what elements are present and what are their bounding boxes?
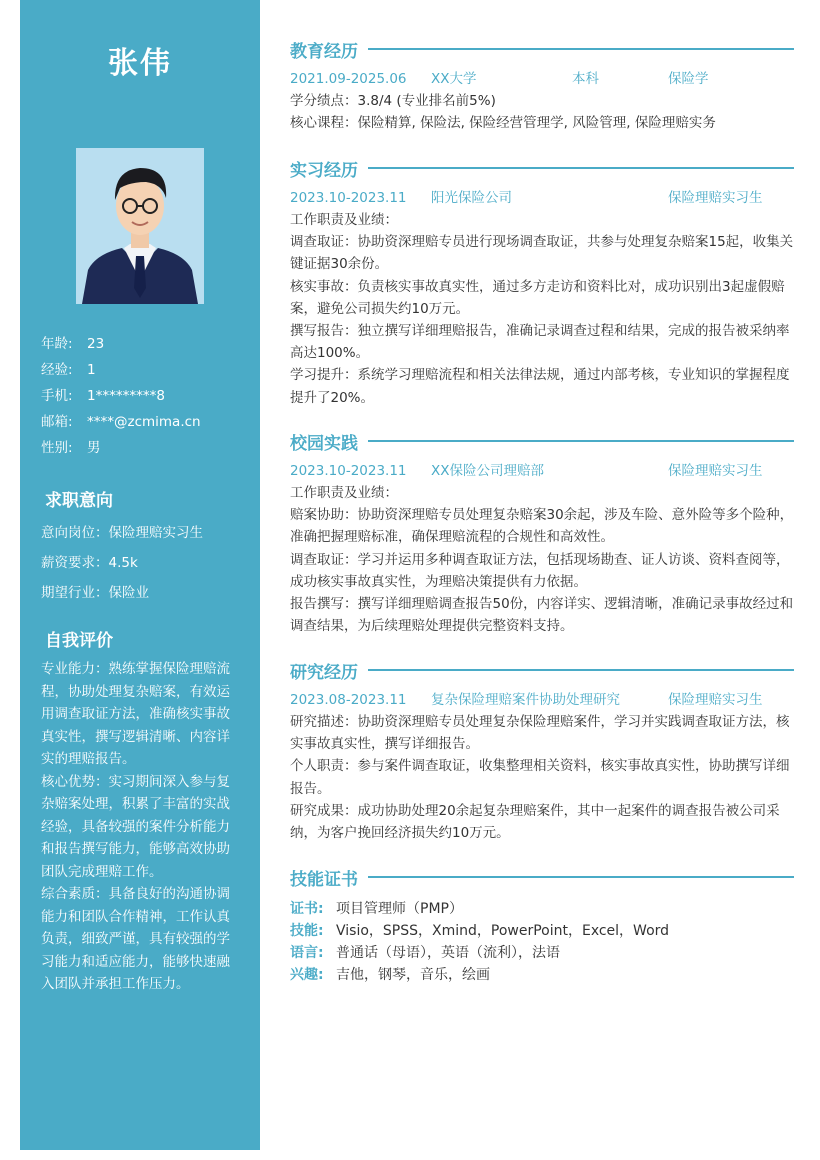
skill-row: 技能: Visio，SPSS，Xmind，PowerPoint，Excel，Word [290, 923, 670, 939]
intent-item: 意向岗位：保险理赔实习生 [41, 525, 203, 541]
info-row: 年龄: 23 [41, 336, 105, 352]
self-eval-para: 核心优势：实习期间深入参与复杂赔案处理，积累了丰富的实战经验，具备较强的案件分析能力和报告撰写能力，能够高效协助团队完成理赔工作。 [41, 773, 230, 880]
self-evaluation [41, 658, 241, 996]
campus-meta: 2023.10-2023.11 XX保险公司理赔部 保险理赔实习生 [290, 463, 763, 479]
research-section [290, 657, 794, 844]
info-row: 经验: 1 [41, 362, 96, 378]
internship-meta: 2023.10-2023.11 阳光保险公司 保险理赔实习生 [290, 190, 763, 206]
intent-item: 薪资要求：4.5k [41, 555, 138, 571]
basic-info [41, 334, 201, 464]
internship-details: 工作职责及业绩： 调查取证：协助资深理赔专员进行现场调查取证，共参与处理复杂赔案15起，收集关键证据30余份。 核实事故：负责核实事故真实性，通过多方走访和资料比对，成功识别出3起虚假赔案，避免公司损失约10万元。 撰写报告：独立撰写详细理赔报告，准确记录调查过程和结果，完成的报告被采纳率高达100%。 学习提升：系统学习理赔流程和相关法律法规，通过内部考核，专业知识的掌握程度提升了20%。 [290, 212, 794, 406]
job-intent [41, 522, 203, 612]
section-divider [368, 876, 794, 878]
skill-row: 兴趣: 吉他，钢琴，音乐，绘画 [290, 967, 490, 983]
candidate-name: 张伟 [108, 46, 172, 81]
section-divider [368, 440, 794, 442]
sidebar [20, 0, 260, 1150]
skill-row: 语言: 普通话（母语），英语（流利），法语 [290, 945, 560, 961]
skills-section [290, 864, 794, 986]
skills-list [290, 898, 794, 986]
section-title: 教育经历 [290, 41, 358, 62]
education-details: 学分绩点：3.8/4 (专业排名前5%) 核心课程：保险精算, 保险法, 保险经营管理学, 风险管理, 保险理赔实务 [290, 93, 716, 132]
research-meta: 2023.08-2023.11 复杂保险理赔案件协助处理研究 保险理赔实习生 [290, 692, 763, 708]
section-title: 校园实践 [290, 433, 358, 454]
education-meta: 2021.09-2025.06 XX大学 本科 保险学 [290, 71, 709, 87]
education-section [290, 36, 794, 134]
campus-section [290, 428, 794, 637]
section-title: 实习经历 [290, 160, 358, 181]
info-row: 性别: 男 [41, 440, 101, 456]
self-eval-para: 综合素质：具备良好的沟通协调能力和团队合作精神，工作认真负责，细致严谨，具有较强的学习能力和适应能力，能够快速融入团队并承担工作压力。 [41, 886, 230, 992]
section-divider [368, 48, 794, 50]
skill-row: 证书: 项目管理师（PMP） [290, 901, 463, 917]
research-details: 研究描述：协助资深理赔专员处理复杂保险理赔案件，学习并实践调查取证方法，核实事故真实性，撰写详细报告。 个人职责：参与案件调查取证，收集整理相关资料，核实事故真实性，协助撰写详细报告。 研究成果：成功协助处理20余起复杂理赔案件，其中一起案件的调查报告被公司采纳，为客户挽回经济损失约10万元。 [290, 714, 790, 842]
intent-item: 期望行业：保险业 [41, 585, 149, 601]
profile-photo [76, 148, 204, 304]
section-divider [368, 669, 794, 671]
campus-details: 工作职责及业绩： 赔案协助：协助资深理赔专员处理复杂赔案30余起，涉及车险、意外险等多个险种，准确把握理赔标准，确保理赔流程的合规性和高效性。 调查取证：学习并运用多种调查取证方法，包括现场勘查、证人访谈、资料查阅等，成功核实事故真实性，为理赔决策提供有力依据。 报告撰写：撰写详细理赔调查报告50份，内容详实、逻辑清晰，准确记录事故经过和调查结果，为后续理赔处理提供完整资料支持。 [290, 485, 794, 635]
self-eval-para: 专业能力：熟练掌握保险理赔流程，协助处理复杂赔案，有效运用调查取证方法，准确核实事故真实性，撰写逻辑清晰、内容详实的理赔报告。 [41, 661, 230, 767]
internship-section [290, 155, 794, 409]
section-title: 技能证书 [290, 869, 358, 890]
section-divider [368, 167, 794, 169]
self-eval-title: 自我评价 [45, 631, 113, 651]
section-title: 研究经历 [290, 662, 358, 683]
info-row: 手机: 1*********8 [41, 388, 165, 404]
intent-title: 求职意向 [45, 491, 113, 511]
info-row: 邮箱: ****@zcmima.cn [41, 414, 201, 430]
